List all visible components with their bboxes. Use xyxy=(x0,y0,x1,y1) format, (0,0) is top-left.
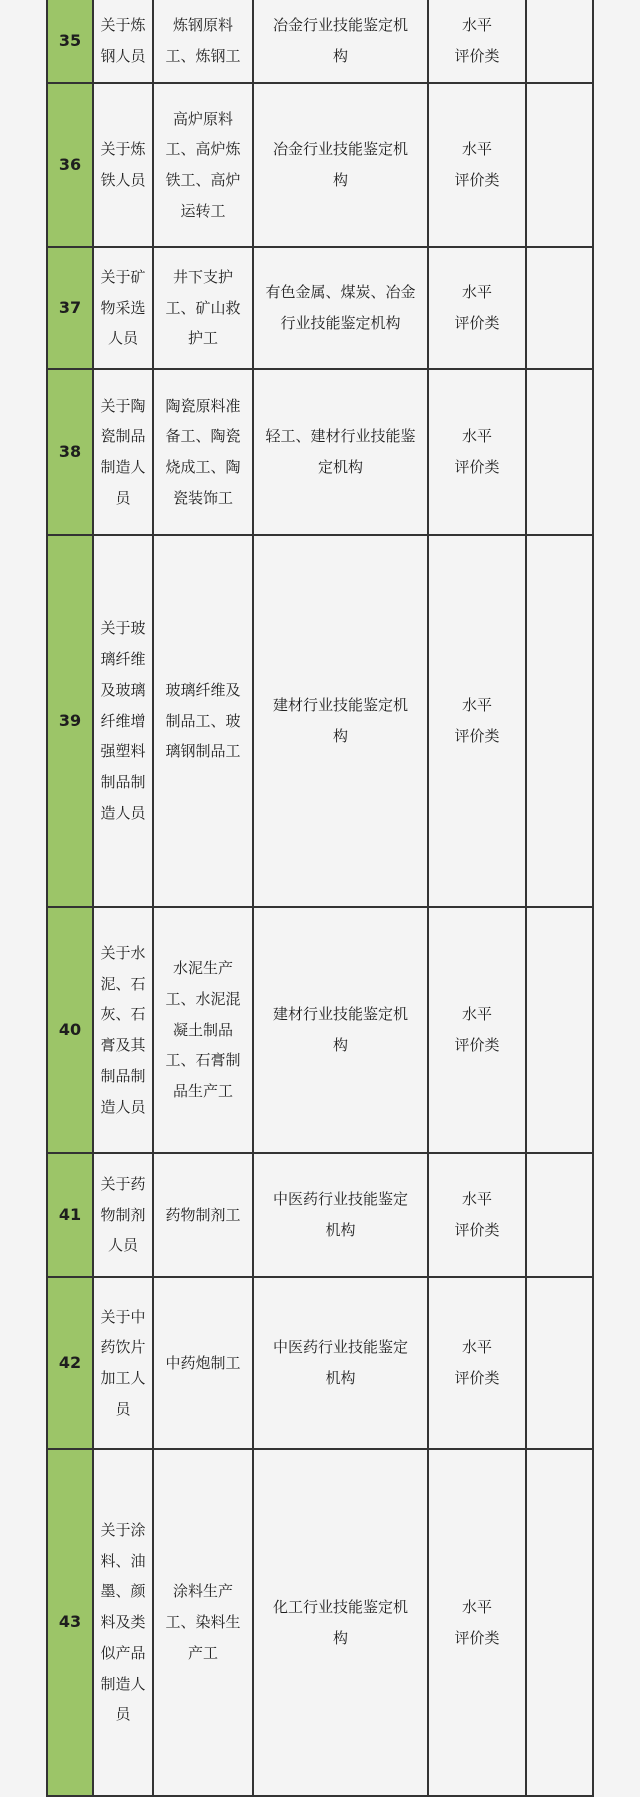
assessment-organization: 有色金属、煤炭、冶金 行业技能鉴定机构 xyxy=(252,248,427,368)
row-number: 39 xyxy=(46,536,92,906)
table-row xyxy=(46,1278,594,1450)
remarks-cell xyxy=(525,536,594,906)
assessment-organization: 中医药行业技能鉴定 机构 xyxy=(252,1278,427,1448)
category-name: 关于矿 物采选 人员 xyxy=(92,248,152,368)
row-number: 41 xyxy=(46,1154,92,1276)
assessment-organization: 建材行业技能鉴定机 构 xyxy=(252,908,427,1152)
row-number: 43 xyxy=(46,1450,92,1795)
occupation-name: 水泥生产 工、水泥混 凝土制品 工、石膏制 品生产工 xyxy=(152,908,252,1152)
row-number: 36 xyxy=(46,84,92,246)
evaluation-type: 水平 评价类 xyxy=(427,84,525,246)
table-row xyxy=(46,84,594,248)
row-number: 40 xyxy=(46,908,92,1152)
occupation-name: 高炉原料 工、高炉炼 铁工、高炉 运转工 xyxy=(152,84,252,246)
occupation-name: 中药炮制工 xyxy=(152,1278,252,1448)
remarks-cell xyxy=(525,1154,594,1276)
evaluation-type: 水平 评价类 xyxy=(427,908,525,1152)
table-row xyxy=(46,1154,594,1278)
data-table xyxy=(46,0,594,1797)
table-row xyxy=(46,370,594,536)
evaluation-type: 水平 评价类 xyxy=(427,0,525,82)
category-name: 关于中 药饮片 加工人 员 xyxy=(92,1278,152,1448)
assessment-organization: 轻工、建材行业技能鉴 定机构 xyxy=(252,370,427,534)
category-name: 关于炼 钢人员 xyxy=(92,0,152,82)
row-number: 42 xyxy=(46,1278,92,1448)
assessment-organization: 冶金行业技能鉴定机 构 xyxy=(252,84,427,246)
table-row xyxy=(46,536,594,908)
row-number: 35 xyxy=(46,0,92,82)
occupation-name: 炼钢原料 工、炼钢工 xyxy=(152,0,252,82)
evaluation-type: 水平 评价类 xyxy=(427,536,525,906)
occupation-name: 药物制剂工 xyxy=(152,1154,252,1276)
category-name: 关于玻 璃纤维 及玻璃 纤维增 强塑料 制品制 造人员 xyxy=(92,536,152,906)
remarks-cell xyxy=(525,370,594,534)
evaluation-type: 水平 评价类 xyxy=(427,1450,525,1795)
occupation-name: 涂料生产 工、染料生 产工 xyxy=(152,1450,252,1795)
category-name: 关于药 物制剂 人员 xyxy=(92,1154,152,1276)
remarks-cell xyxy=(525,908,594,1152)
occupation-name: 陶瓷原料准 备工、陶瓷 烧成工、陶 瓷装饰工 xyxy=(152,370,252,534)
assessment-organization: 中医药行业技能鉴定 机构 xyxy=(252,1154,427,1276)
occupation-name: 井下支护 工、矿山救 护工 xyxy=(152,248,252,368)
table-row xyxy=(46,0,594,84)
remarks-cell xyxy=(525,1278,594,1448)
row-number: 37 xyxy=(46,248,92,368)
remarks-cell xyxy=(525,0,594,82)
category-name: 关于炼 铁人员 xyxy=(92,84,152,246)
assessment-organization: 化工行业技能鉴定机 构 xyxy=(252,1450,427,1795)
remarks-cell xyxy=(525,248,594,368)
evaluation-type: 水平 评价类 xyxy=(427,248,525,368)
remarks-cell xyxy=(525,1450,594,1795)
table-row xyxy=(46,248,594,370)
remarks-cell xyxy=(525,84,594,246)
evaluation-type: 水平 评价类 xyxy=(427,1278,525,1448)
category-name: 关于水 泥、石 灰、石 膏及其 制品制 造人员 xyxy=(92,908,152,1152)
assessment-organization: 冶金行业技能鉴定机 构 xyxy=(252,0,427,82)
category-name: 关于涂 料、油 墨、颜 料及类 似产品 制造人 员 xyxy=(92,1450,152,1795)
category-name: 关于陶 瓷制品 制造人 员 xyxy=(92,370,152,534)
occupation-name: 玻璃纤维及 制品工、玻 璃钢制品工 xyxy=(152,536,252,906)
table-row xyxy=(46,908,594,1154)
evaluation-type: 水平 评价类 xyxy=(427,1154,525,1276)
assessment-organization: 建材行业技能鉴定机 构 xyxy=(252,536,427,906)
table-row xyxy=(46,1450,594,1797)
row-number: 38 xyxy=(46,370,92,534)
evaluation-type: 水平 评价类 xyxy=(427,370,525,534)
